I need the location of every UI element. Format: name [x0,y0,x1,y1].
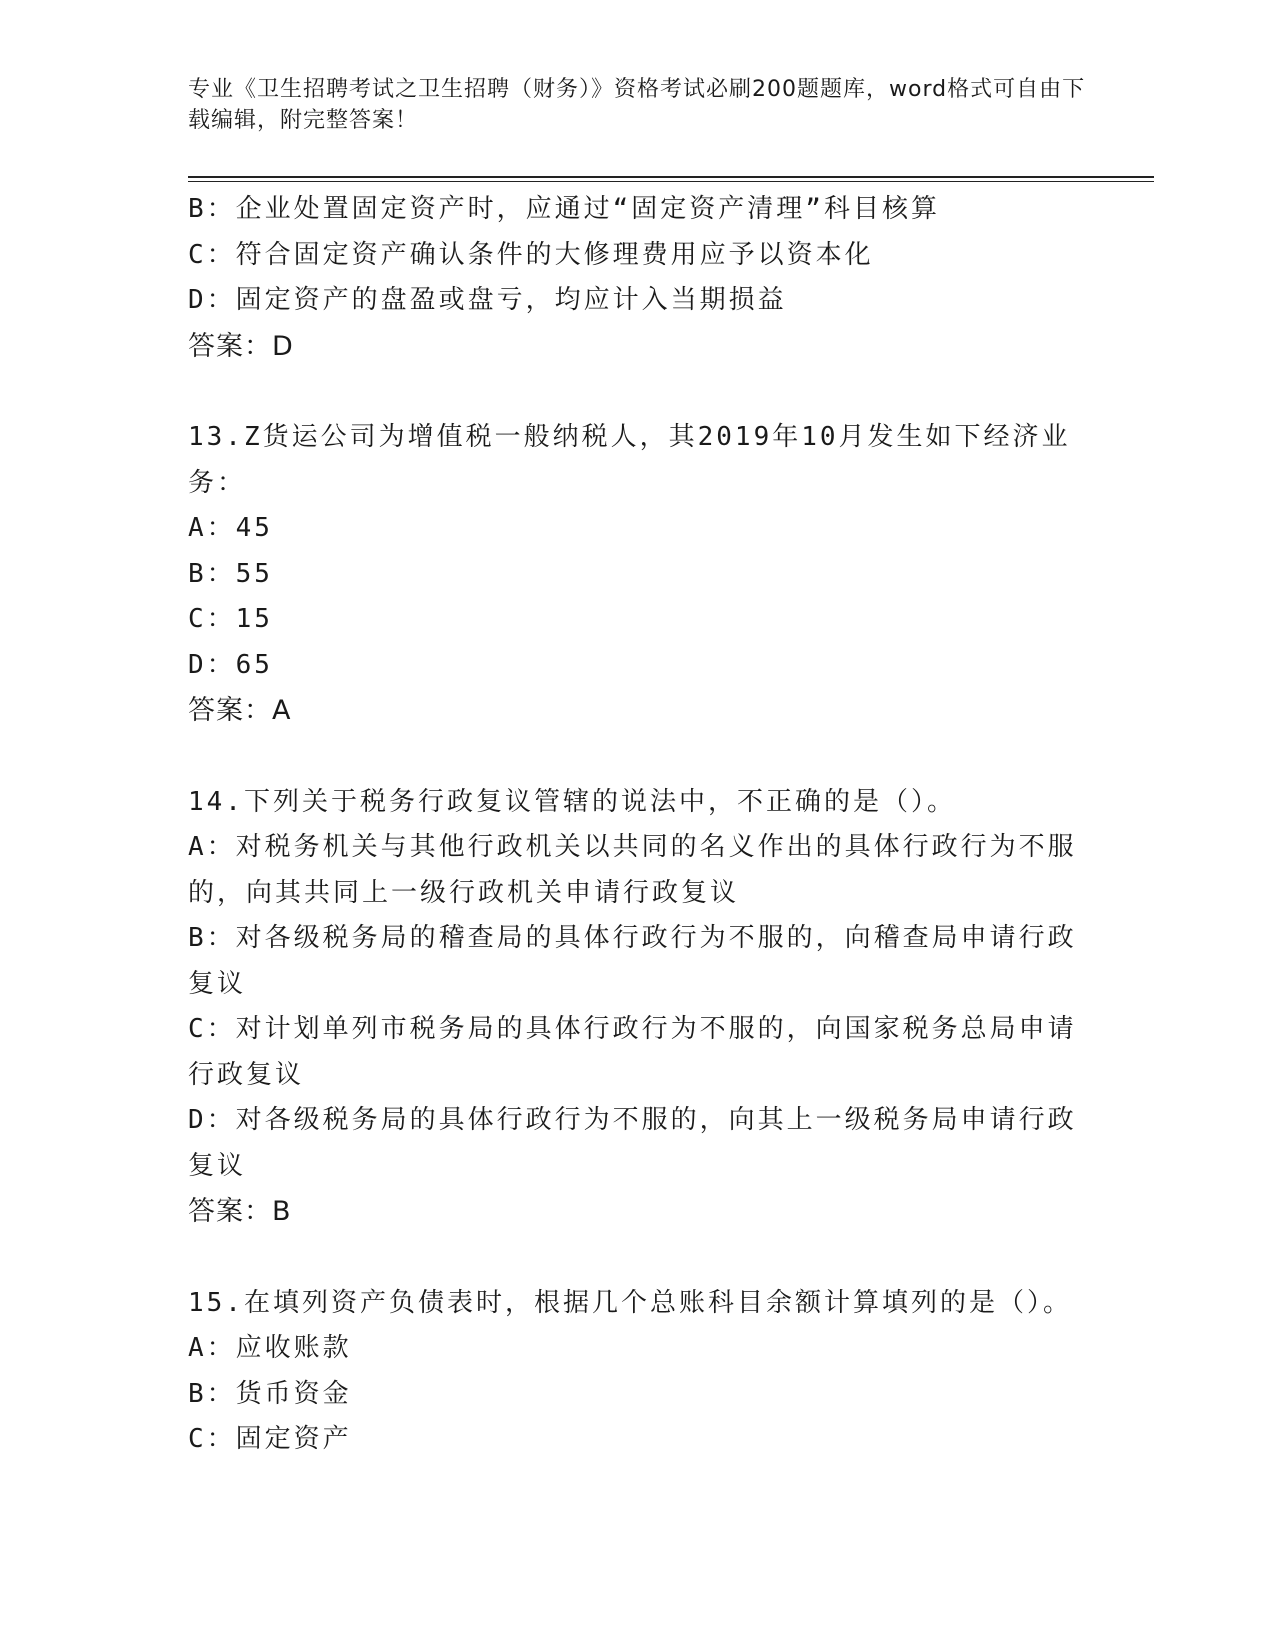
question-14-option-b: B：对各级税务局的稽查局的具体行政行为不服的，向稽查局申请行政复议 [188,923,1077,999]
spacer [188,1235,1088,1281]
question-13-answer: 答案：A [188,695,292,726]
question-15-stem: 15.在填列资产负债表时，根据几个总账科目余额计算填列的是（）。 [188,1287,1072,1318]
question-13 [188,415,1088,734]
question-14 [188,780,1088,1235]
question-12-option-d: D：固定资产的盘盈或盘亏，均应计入当期损益 [188,285,787,315]
spacer [188,734,1088,780]
question-14-stem: 14.下列关于税务行政复议管辖的说法中，不正确的是（）。 [188,786,956,817]
question-15-option-b: B：货币资金 [188,1378,352,1409]
question-12 [188,187,1088,369]
question-list [188,187,1088,1463]
question-13-option-d: D：65 [188,649,273,680]
question-15 [188,1281,1088,1463]
question-14-answer: 答案：B [188,1196,292,1227]
question-15-option-a: A：应收账款 [188,1333,352,1363]
question-12-option-c: C：符合固定资产确认条件的大修理费用应予以资本化 [188,239,874,270]
question-13-option-c: C：15 [188,604,273,634]
question-14-option-a: A：对税务机关与其他行政机关以共同的名义作出的具体行政行为不服的，向其共同上一级行政机关申请行政复议 [188,832,1077,908]
question-12-option-b: B：企业处置固定资产时，应通过“固定资产清理”科目核算 [188,194,940,224]
header-divider-thin [188,181,1154,182]
question-13-stem: 13.Z货运公司为增值税一般纳税人，其2019年10月发生如下经济业务： [188,422,1071,498]
question-13-option-b: B：55 [188,558,273,589]
question-14-option-c: C：对计划单列市税务局的具体行政行为不服的，向国家税务总局申请行政复议 [188,1014,1077,1090]
question-13-option-a: A：45 [188,513,273,543]
question-12-answer: 答案：D [188,330,294,362]
question-15-option-c: C：固定资产 [188,1424,352,1454]
document-header: 专业《卫生招聘考试之卫生招聘（财务）》资格考试必刷200题题库，word格式可自由下载编辑，附完整答案！ [188,77,1086,133]
question-14-option-d: D：对各级税务局的具体行政行为不服的，向其上一级税务局申请行政复议 [188,1105,1077,1181]
header-divider-thick [188,176,1154,178]
spacer [188,369,1088,415]
